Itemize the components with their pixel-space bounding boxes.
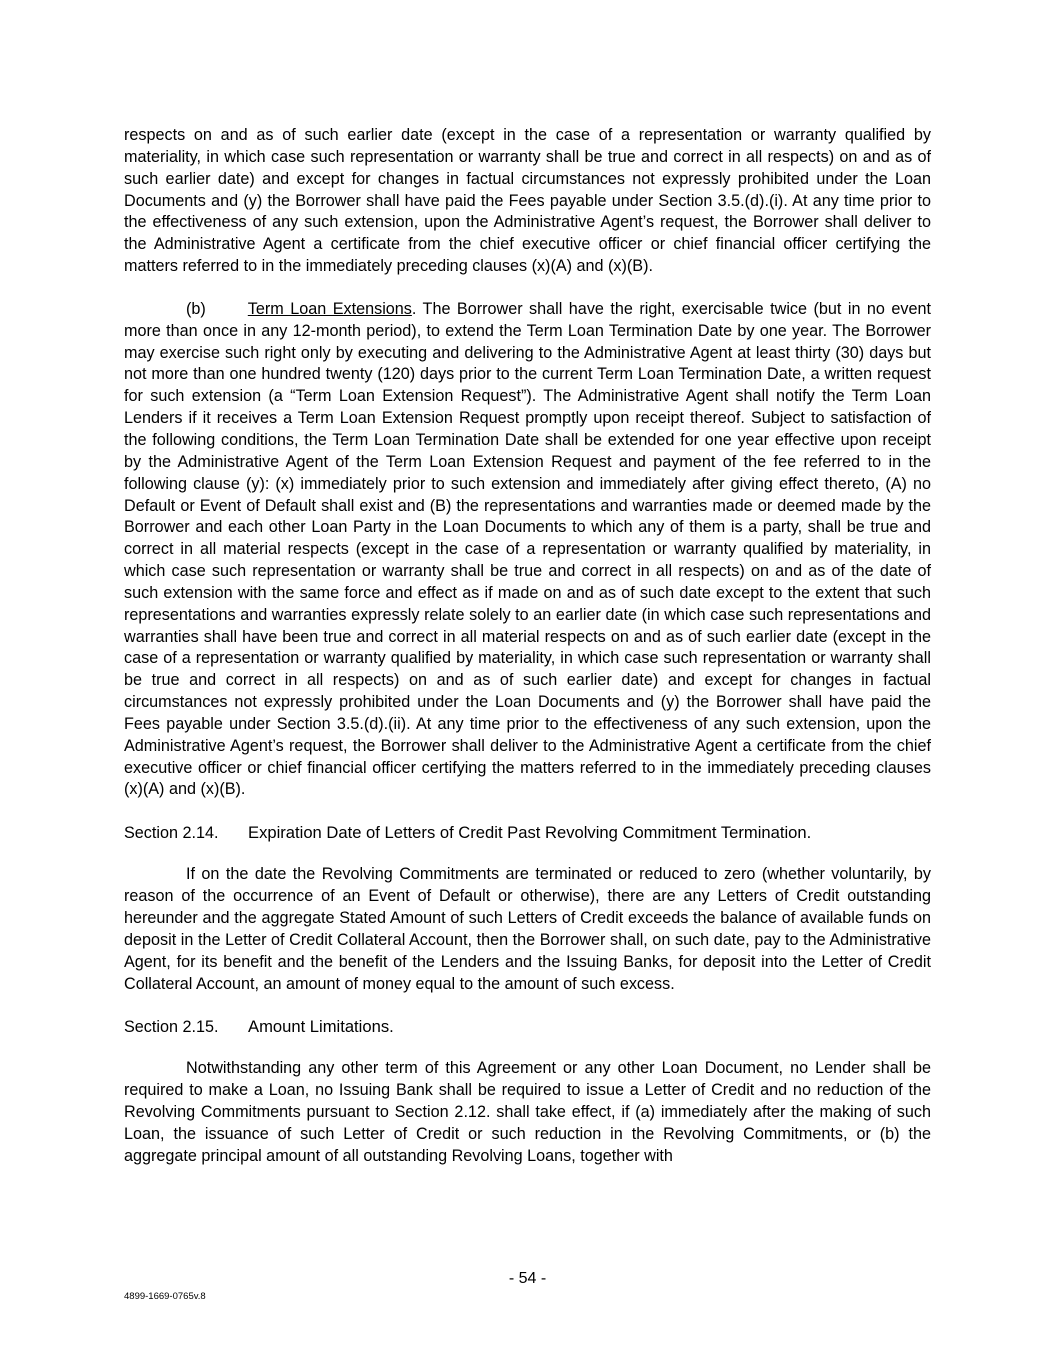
section-heading-2-15 — [124, 1016, 931, 1038]
document-page — [124, 125, 931, 1168]
section-heading-2-14 — [124, 822, 931, 844]
clause-body: . The Borrower shall have the right, exercisable twice (but in no event more than once in any 12-month period), to extend the Term Loan Termination Date by one year. The Borrower may exercise such right only by executing and delivering to the Administrative Agent at least thirty (30) days but not more than one hundred twenty (120) days prior to the current Term Loan Termination Date, a written request for such extension (a “Term Loan Extension Request”). The Administrative Agent shall notify the Term Loan Lenders if it receives a Term Loan Extension Request promptly upon receipt thereof. Subject to satisfaction of the following conditions, the Term Loan Termination Date shall be extended for one year effective upon receipt by the Administrative Agent of the Term Loan Extension Request and payment of the fee referred to in the following clause (y): (x) immediately prior to such extension and immediately after giving effect thereto, (A) no Default or Event of Default shall exist and (B) the representations and warranties made or deemed made by the Borrower and each other Loan Party in the Loan Documents to which any of them is a party, shall be true and correct in all material respects (except in the case of a representation or warranty qualified by materiality, in which case such representation or warranty shall be true and correct in all respects) on and as of the date of such extension with the same force and effect as if made on and as of such date except to the extent that such representations and warranties expressly relate solely to an earlier date (in which case such representations and warranties shall have been true and correct in all material respects on and as of such earlier date (except in the case of a representation or warranty qualified by materiality, in which case such representation or warranty shall be true and correct in all respects) on and as of such earlier date) and except for changes in factual circumstances not expressly prohibited under the Loan Documents and (y) the Borrower shall have paid the Fees payable under Section 3.5.(d).(ii). At any time prior to the effectiveness of any such extension, upon the Administrative Agent’s request, the Borrower shall deliver to the Administrative Agent a certificate from the chief executive officer or chief financial officer certifying the matters referred to in the immediately preceding clauses (x)(A) and (x)(B). — [124, 299, 931, 799]
section-title: Amount Limitations. — [248, 1017, 394, 1037]
clause-marker: (b) — [186, 299, 206, 318]
section-number: Section 2.15. — [124, 1018, 219, 1037]
paragraph-section-2-14: If on the date the Revolving Commitments are terminated or reduced to zero (whether voluntarily, by reason of the occurrence of an Event of Default or otherwise), there are any Letters of Credit outstanding hereunder and the aggregate Stated Amount of such Letters of Credit exceeds the balance of available funds on deposit in the Letter of Credit Collateral Account, then the Borrower shall, on such date, pay to the Administrative Agent, for its benefit and the benefit of the Lenders and the Issuing Banks, for deposit into the Letter of Credit Collateral Account, an amount of money equal to the amount of such excess. — [124, 865, 931, 993]
page-number: - 54 - — [508, 1270, 547, 1287]
section-number: Section 2.14. — [124, 824, 219, 843]
clause-title: Term Loan Extensions — [247, 299, 412, 318]
paragraph-section-2-15: Notwithstanding any other term of this Agreement or any other Loan Document, no Lender shall be required to make a Loan, no Issuing Bank shall be required to issue a Letter of Credit and no reduction of the Revolving Commitments pursuant to Section 2.12. shall take effect, if (a) immediately after the making of such Loan, the issuance of such Letter of Credit or such reduction in the Revolving Commitments, or (b) the aggregate principal amount of all outstanding Revolving Loans, together with — [124, 1059, 931, 1165]
section-title: Expiration Date of Letters of Credit Past Revolving Commitment Termination. — [248, 823, 812, 843]
paragraph-term-loan-extensions — [124, 299, 931, 801]
document-id: 4899-1669-0765v.8 — [124, 1291, 206, 1302]
paragraph-continuation: respects on and as of such earlier date (except in the case of a representation or warranty qualified by materiality, in which case such representation or warranty shall be true and correct in all respects) on and as of such earlier date) and except for changes in factual circumstances not expressly prohibited under the Loan Documents and (y) the Borrower shall have paid the Fees payable under Section 3.5.(d).(i). At any time prior to the effectiveness of any such extension, upon the Administrative Agent’s request, the Borrower shall deliver to the Administrative Agent a certificate from the chief executive officer or chief financial officer certifying the matters referred to in the immediately preceding clauses (x)(A) and (x)(B). — [124, 126, 931, 276]
